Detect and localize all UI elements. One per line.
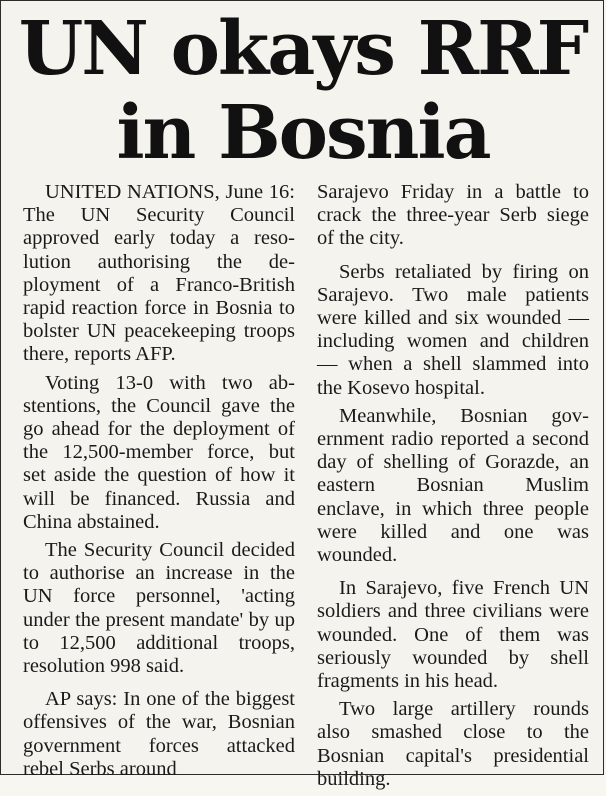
left-paragraph-2: Voting 13-0 with two abstentions, the Council gave the go ahead for the deployment of the 12,500-member force, but set aside the question of how it will be financed. Russia and China abstained. xyxy=(23,371,295,533)
headline-line-1: UN okays RRF xyxy=(18,6,588,92)
headline-line-2: in Bosnia xyxy=(116,90,490,176)
left-column xyxy=(23,181,295,786)
right-paragraph-5: Two large artillery rounds also smashed close to the Bosnian capital's presidential building. xyxy=(317,698,589,790)
right-paragraph-2: Serbs retaliated by firing on Sarajevo. Two male patients were killed and six wounded — including women and children — when a shell slammed into the Kosevo hospital. xyxy=(317,260,589,399)
right-column xyxy=(317,181,589,796)
left-paragraph-4: AP says: In one of the biggest offensives of the war, Bosnian government forces attacked rebel Serbs around xyxy=(23,688,295,780)
left-paragraph-1: UNITED NATIONS, June 16: The UN Security Council approved early today a resolution authorising the deployment of a Franco-British rapid reaction force in Bosnia to bolster UN peacekeeping troops there, reports AFP. xyxy=(23,181,295,366)
left-paragraph-3: The Security Council decided to authorise an increase in the UN force personnel, 'acting under the present mandate' by up to 12,500 additional troops, resolution 998 said. xyxy=(23,539,295,678)
right-paragraph-3: Meanwhile, Bosnian government radio reported a second day of shelling of Gorazde, an eastern Bosnian Muslim enclave, in which three people were killed and one was wounded. xyxy=(317,404,589,567)
right-paragraph-4: In Sarajevo, five French UN soldiers and three civilians were wounded. One of them was seriously wounded by shell fragments in his head. xyxy=(317,577,589,693)
right-paragraph-1: Sarajevo Friday in a battle to crack the three-year Serb siege of the city. xyxy=(317,181,589,250)
